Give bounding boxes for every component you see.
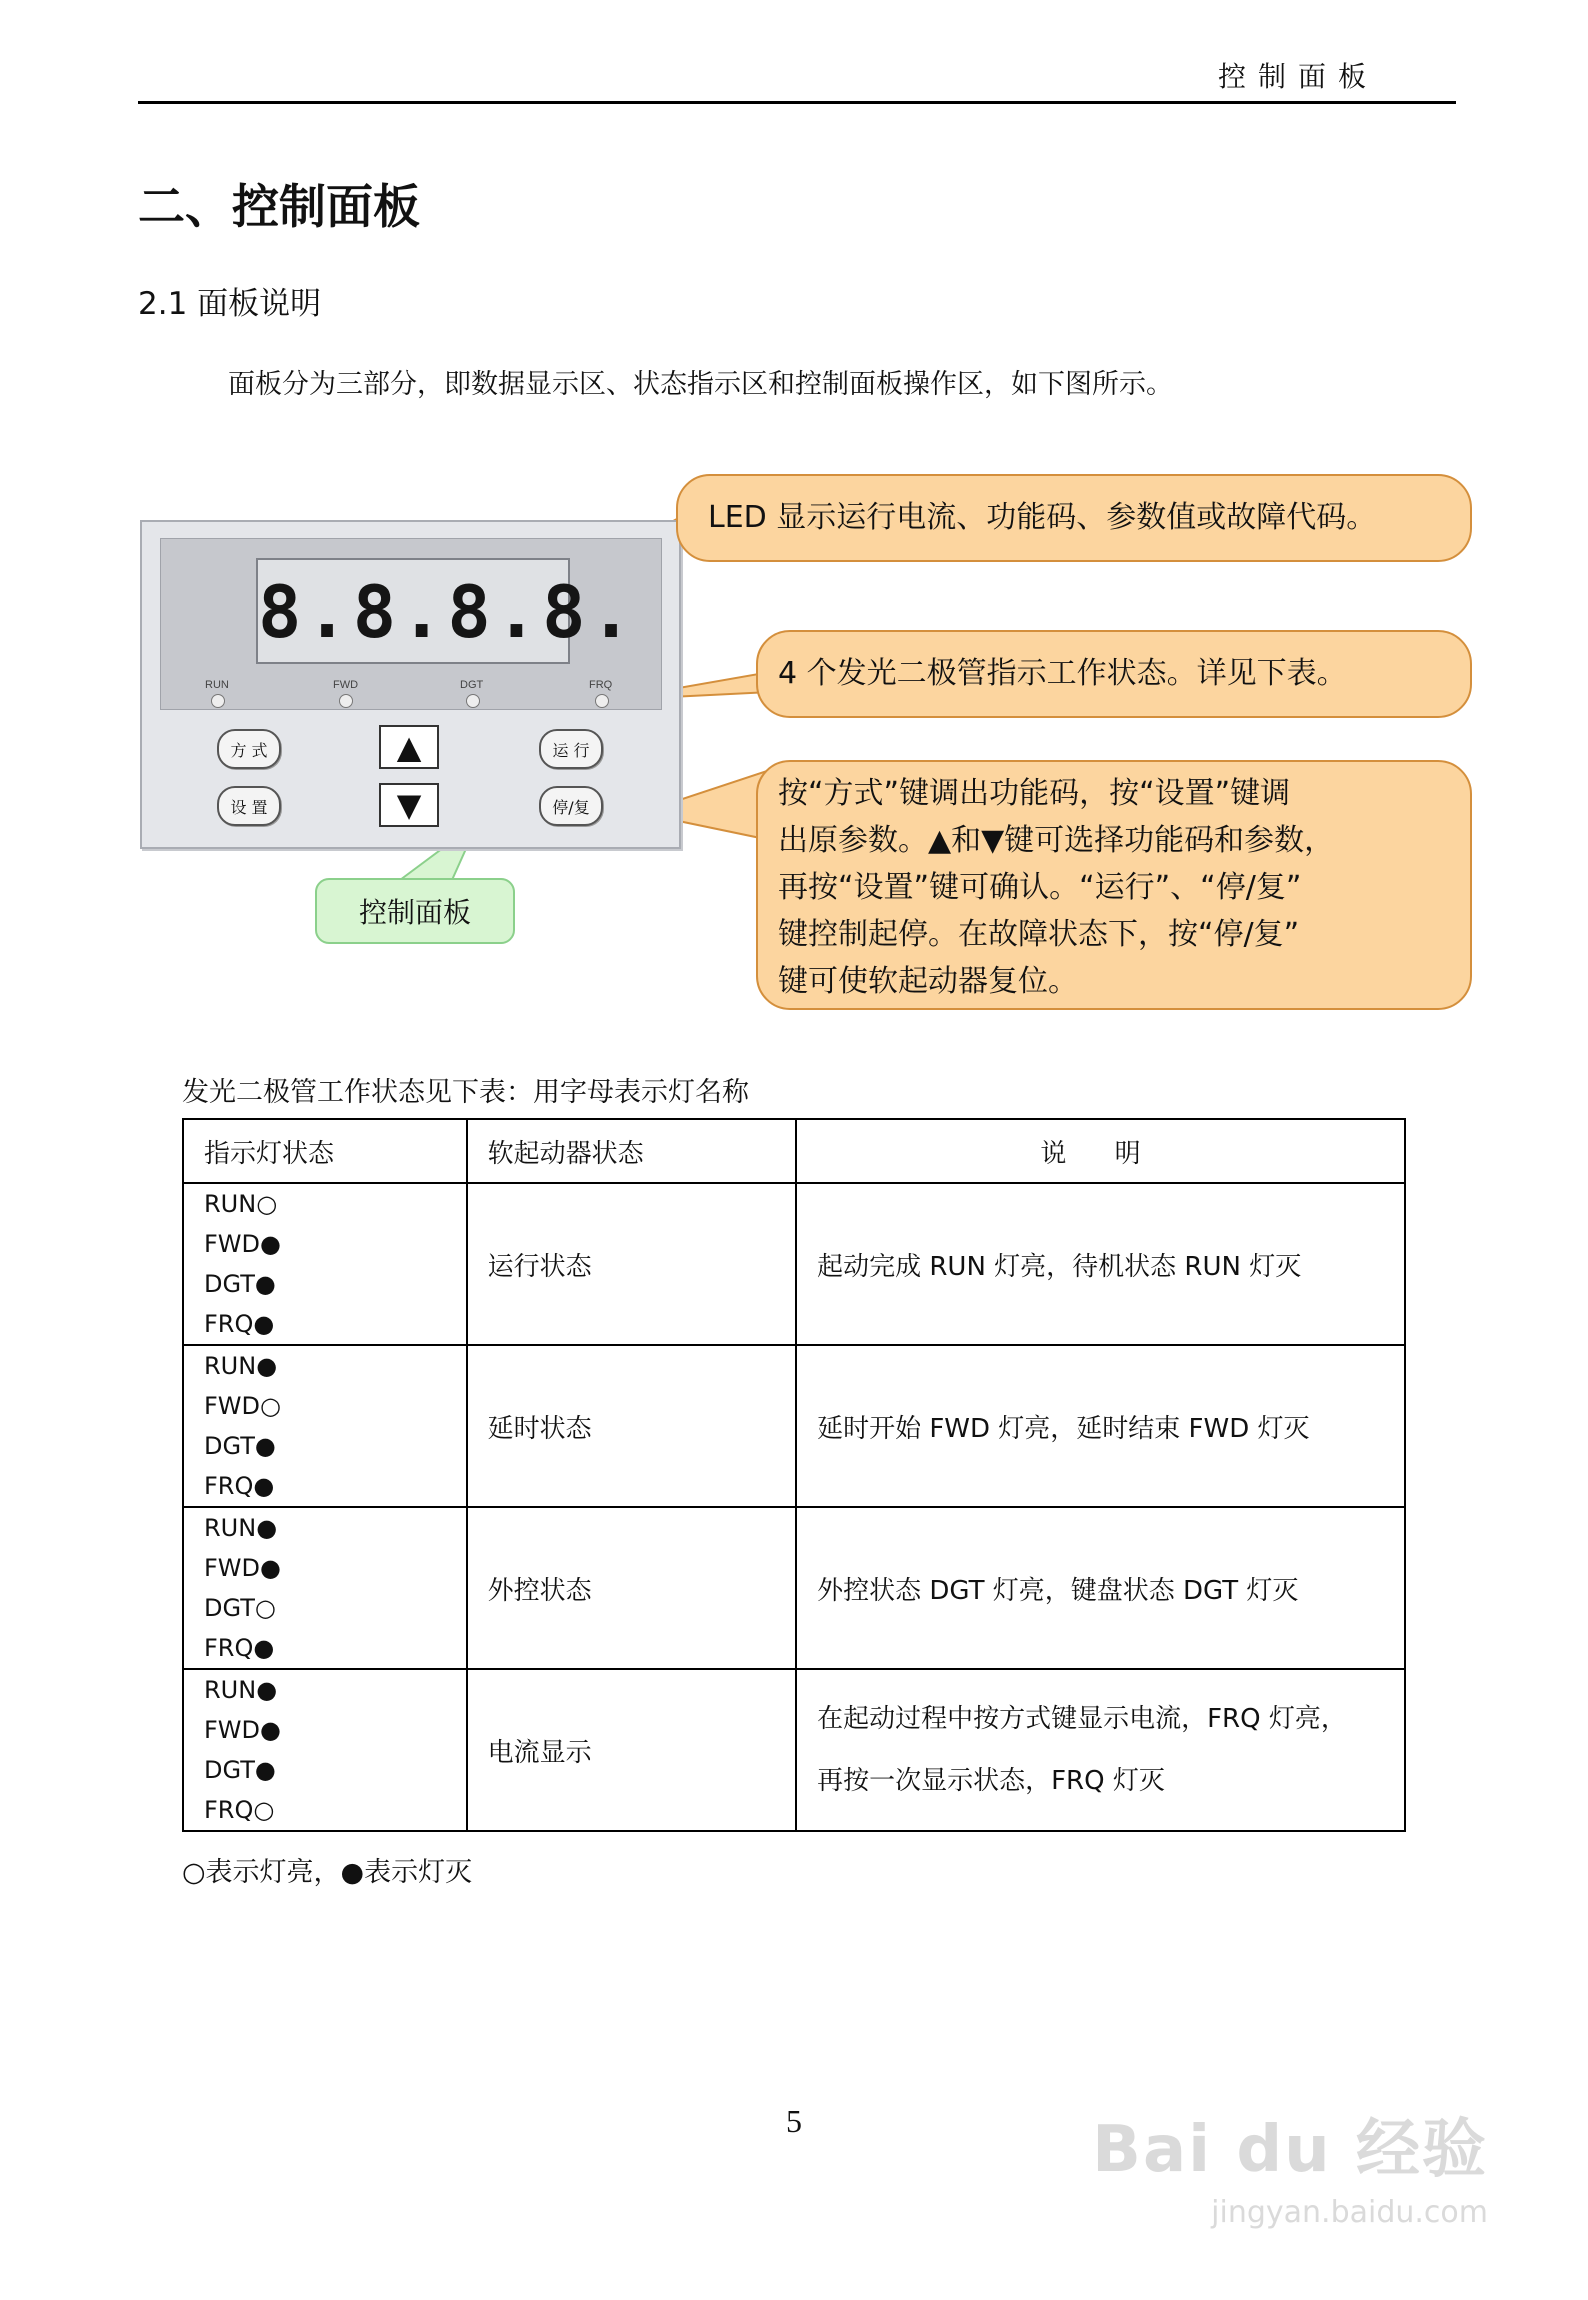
lamp-status: FWD● xyxy=(204,1716,281,1744)
description-text: 起动完成 RUN 灯亮，待机状态 RUN 灯灭 xyxy=(817,1251,1302,1282)
lamp-cell xyxy=(183,1507,467,1669)
table-header-row xyxy=(183,1119,1405,1183)
lamp-cell xyxy=(183,1345,467,1507)
led-label-fwd: FWD xyxy=(333,679,359,691)
lamp-cell xyxy=(183,1669,467,1831)
led-callout xyxy=(756,630,1472,718)
state-cell: 电流显示 xyxy=(467,1669,796,1831)
led-label-frq: FRQ xyxy=(589,679,613,691)
description-cell xyxy=(796,1183,1405,1345)
lamp-status: FWD● xyxy=(204,1230,281,1258)
page-number: 5 xyxy=(786,2103,802,2139)
table-row xyxy=(183,1669,1405,1831)
lamp-cell xyxy=(183,1183,467,1345)
led-label-dgt: DGT xyxy=(460,679,484,691)
lamp-status: RUN● xyxy=(204,1676,278,1704)
keys-callout-line: 按“方式”键调出功能码，按“设置”键调 xyxy=(778,776,1291,811)
lamp-status: RUN○ xyxy=(204,1190,278,1218)
keys-callout-line: 键控制起停。在故障状态下，按“停/复” xyxy=(778,917,1300,952)
section-title: 2.1 面板说明 xyxy=(138,286,322,322)
intro-paragraph: 面板分为三部分，即数据显示区、状态指示区和控制面板操作区，如下图所示。 xyxy=(228,369,1173,400)
lamp-status: FWD● xyxy=(204,1554,281,1582)
running-header: 控制面板 xyxy=(1217,60,1378,93)
keys-callout-text xyxy=(778,770,1334,1005)
description-cell xyxy=(796,1669,1405,1831)
header-description: 说 明 xyxy=(796,1119,1405,1183)
table-caption: 发光二极管工作状态见下表：用字母表示灯名称 xyxy=(182,1077,749,1108)
led-callout-text: 4 个发光二极管指示工作状态。详见下表。 xyxy=(778,656,1347,691)
led-status-table xyxy=(182,1118,1406,1832)
led-fwd-indicator xyxy=(339,694,353,708)
led-label-run: RUN xyxy=(205,679,229,691)
watermark-url: jingyan.baidu.com xyxy=(1211,2195,1488,2230)
lamp-status: FRQ● xyxy=(204,1472,275,1500)
keys-callout-line: 再按“设置”键可确认。“运行”、“停/复” xyxy=(778,870,1302,905)
keys-callout xyxy=(756,760,1472,1010)
table-row xyxy=(183,1183,1405,1345)
lamp-status: FWD○ xyxy=(204,1392,281,1420)
display-callout xyxy=(676,474,1472,562)
mode-key: 方 式 xyxy=(217,729,281,769)
lamp-status: DGT○ xyxy=(204,1594,276,1622)
led-dgt-indicator xyxy=(466,694,480,708)
up-arrow-key: ▲ xyxy=(379,725,439,769)
lamp-status: DGT● xyxy=(204,1756,276,1784)
lamp-status: DGT● xyxy=(204,1432,276,1460)
display-area xyxy=(160,538,662,710)
description-text: 在起动过程中按方式键显示电流，FRQ 灯亮， xyxy=(817,1704,1347,1734)
display-digits: 8.8.8.8. xyxy=(258,570,637,654)
description-text: 再按一次显示状态，FRQ 灯灭 xyxy=(817,1766,1165,1796)
stop-reset-key: 停/复 xyxy=(539,786,603,826)
watermark-logo: Bai du 经验 xyxy=(1092,2113,1488,2187)
lamp-status: FRQ● xyxy=(204,1634,275,1662)
chapter-title: 二、控制面板 xyxy=(138,180,420,235)
lamp-status: RUN● xyxy=(204,1514,278,1542)
description-text: 延时开始 FWD 灯亮，延时结束 FWD 灯灭 xyxy=(817,1413,1310,1444)
led-display xyxy=(256,558,637,664)
keys-callout-line: 出原参数。▲和▼键可选择功能码和参数， xyxy=(778,823,1335,858)
table-row xyxy=(183,1507,1405,1669)
state-cell: 延时状态 xyxy=(467,1345,796,1507)
state-cell: 运行状态 xyxy=(467,1183,796,1345)
table-row xyxy=(183,1345,1405,1507)
description-cell xyxy=(796,1507,1405,1669)
panel-label: 控制面板 xyxy=(315,878,515,944)
keys-callout-line: 键可使软起动器复位。 xyxy=(778,964,1078,999)
lamp-status: RUN● xyxy=(204,1352,278,1380)
display-callout-text: LED 显示运行电流、功能码、参数值或故障代码。 xyxy=(708,500,1377,535)
description-cell xyxy=(796,1345,1405,1507)
control-panel-illustration xyxy=(140,520,681,849)
lamp-status: FRQ● xyxy=(204,1310,275,1338)
lamp-status: DGT● xyxy=(204,1270,276,1298)
lamp-status: FRQ○ xyxy=(204,1796,275,1824)
lamp-legend: ○表示灯亮，●表示灯灭 xyxy=(182,1857,473,1888)
header-indicator-state: 指示灯状态 xyxy=(183,1119,467,1183)
led-frq-indicator xyxy=(595,694,609,708)
down-arrow-key: ▼ xyxy=(379,783,439,827)
header-starter-state: 软起动器状态 xyxy=(467,1119,796,1183)
set-key: 设 置 xyxy=(217,786,281,826)
description-text: 外控状态 DGT 灯亮，键盘状态 DGT 灯灭 xyxy=(817,1575,1299,1606)
state-cell: 外控状态 xyxy=(467,1507,796,1669)
run-key: 运 行 xyxy=(539,729,603,769)
led-run-indicator xyxy=(211,694,225,708)
